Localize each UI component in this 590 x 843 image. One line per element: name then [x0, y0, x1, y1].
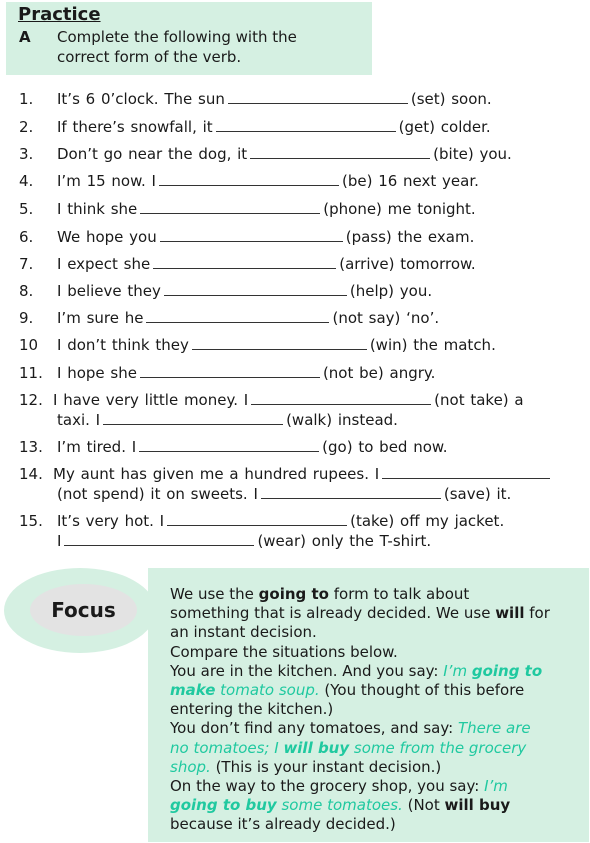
exercise-text: It’s very hot. I: [57, 512, 165, 530]
verb-hint: (help) you.: [349, 282, 433, 300]
exercise-text: I don’t think they: [57, 336, 189, 354]
exercise-line: [57, 484, 511, 504]
exercise-line: [57, 281, 432, 301]
exercise-number: 14.: [19, 465, 43, 483]
focus-segment: going to: [258, 585, 329, 603]
exercise-number: 1.: [19, 90, 34, 108]
exercise-number: 9.: [19, 309, 34, 327]
exercise-text: I have very little money. I: [53, 391, 249, 409]
verb-hint: (walk) instead.: [286, 410, 398, 429]
focus-segment: entering the kitchen.): [170, 700, 334, 719]
focus-line: [170, 681, 580, 700]
exercise-number: 6.: [19, 228, 34, 246]
exercise-text: We hope you: [57, 228, 157, 246]
exercise-text: taxi. I: [57, 410, 101, 429]
answer-blank[interactable]: [140, 363, 320, 378]
verb-hint: (bite) you.: [433, 145, 512, 163]
answer-blank[interactable]: [139, 437, 319, 452]
exercise-line: [53, 464, 553, 484]
answer-blank[interactable]: [159, 171, 339, 186]
answer-blank[interactable]: [251, 390, 431, 405]
exercise-text: If there’s snowfall, it: [57, 118, 213, 136]
focus-line: [170, 758, 580, 777]
answer-blank[interactable]: [160, 227, 343, 242]
verb-hint: (go) to bed now.: [322, 438, 448, 456]
focus-line: [170, 796, 580, 815]
focus-segment: There are: [457, 719, 531, 738]
answer-blank[interactable]: [228, 89, 408, 104]
exercise-number: 12.: [19, 391, 43, 409]
exercise-number: 10: [19, 336, 39, 354]
answer-blank[interactable]: [164, 281, 347, 296]
exercise-line: [57, 144, 512, 164]
answer-blank[interactable]: [146, 308, 329, 323]
verb-hint: (save) it.: [443, 484, 512, 503]
focus-line: [170, 604, 580, 623]
instruction-line: Complete the following with the: [57, 28, 297, 46]
focus-segment: (Not: [402, 796, 445, 815]
exercise-line: [57, 117, 491, 137]
verb-hint: (take) off my jacket.: [350, 512, 505, 530]
answer-blank[interactable]: [216, 117, 396, 132]
focus-line: [170, 643, 580, 662]
focus-segment: because it’s already decided.): [170, 815, 396, 834]
exercise-line: [57, 335, 496, 355]
exercise-number: 5.: [19, 200, 34, 218]
focus-segment: form to talk about: [328, 585, 470, 603]
exercise-number: 11.: [19, 364, 43, 382]
verb-hint: (wear) only the T-shirt.: [257, 531, 432, 550]
verb-hint: (set) soon.: [410, 90, 492, 108]
exercise-text: I think she: [57, 200, 138, 218]
exercise-line: [57, 308, 439, 328]
exercise-number: 2.: [19, 118, 34, 136]
focus-segment: an instant decision.: [170, 623, 317, 642]
verb-hint: (arrive) tomorrow.: [339, 255, 476, 273]
answer-blank[interactable]: [103, 410, 283, 425]
focus-segment: something that is already decided. We use: [170, 604, 496, 623]
exercise-number: 7.: [19, 255, 34, 273]
verb-hint: (not take) a: [434, 391, 524, 409]
focus-line: [170, 700, 580, 719]
focus-line: [170, 662, 580, 681]
answer-blank[interactable]: [250, 144, 430, 159]
focus-segment: I’m: [484, 777, 508, 796]
focus-text: [170, 585, 580, 835]
answer-blank[interactable]: [192, 335, 367, 350]
instruction-line: correct form of the verb.: [57, 48, 242, 66]
focus-line: [170, 777, 580, 796]
exercise-text: (not spend) it on sweets. I: [57, 484, 258, 503]
exercise-line: [57, 254, 476, 274]
focus-segment: You don’t find any tomatoes, and say:: [170, 719, 458, 738]
exercise-number: 3.: [19, 145, 34, 163]
exercise-line: [57, 227, 474, 247]
exercise-text: I’m 15 now. I: [57, 172, 156, 190]
exercise-line: [57, 511, 504, 531]
exercise-line: [53, 390, 524, 410]
exercise-line: [57, 199, 476, 219]
exercise-number: 15.: [19, 512, 43, 530]
exercise-text: I expect she: [57, 255, 151, 273]
focus-segment: will: [495, 604, 525, 623]
exercise-text: My aunt has given me a hundred rupees. I: [53, 465, 380, 483]
focus-segment: We use the: [170, 585, 259, 603]
answer-blank[interactable]: [64, 531, 254, 546]
focus-segment: shop.: [170, 757, 211, 776]
exercise-line: [57, 171, 479, 191]
answer-blank[interactable]: [167, 511, 347, 526]
exercise-text: I: [57, 531, 62, 550]
verb-hint: (pass) the exam.: [345, 228, 475, 246]
verb-hint: (be) 16 next year.: [341, 172, 479, 190]
verb-hint: (phone) me tonight.: [323, 200, 476, 218]
focus-segment: will buy: [444, 796, 511, 815]
exercise-line: [57, 437, 448, 457]
verb-hint: (get) colder.: [398, 118, 491, 136]
focus-segment: You are in the kitchen. And you say:: [170, 661, 444, 680]
instruction: [57, 27, 357, 67]
focus-segment: no tomatoes; I: [170, 738, 284, 757]
focus-line: [170, 719, 580, 738]
focus-segment: going to buy: [170, 796, 277, 815]
focus-segment: some tomatoes.: [276, 796, 403, 815]
answer-blank[interactable]: [140, 199, 320, 214]
exercise-text: I’m sure he: [57, 309, 144, 327]
exercise-text: I’m tired. I: [57, 438, 137, 456]
section-letter: A: [19, 28, 31, 46]
exercise-line: [57, 410, 398, 430]
focus-segment: going to: [471, 661, 543, 680]
verb-hint: (not be) angry.: [322, 364, 436, 382]
exercise-line: [57, 89, 492, 109]
answer-blank[interactable]: [261, 484, 441, 499]
exercise-number: 8.: [19, 282, 34, 300]
focus-segment: (You thought of this before: [319, 681, 525, 700]
exercise-number: 4.: [19, 172, 34, 190]
answer-blank[interactable]: [153, 254, 336, 269]
verb-hint: (not say) ‘no’.: [332, 309, 440, 327]
focus-segment: On the way to the grocery shop, you say:: [170, 777, 485, 796]
focus-segment: will buy: [283, 738, 350, 757]
focus-segment: Compare the situations below.: [170, 642, 398, 661]
focus-segment: (This is your instant decision.): [210, 757, 442, 776]
focus-segment: I’m: [443, 661, 472, 680]
focus-label: Focus: [30, 584, 137, 636]
exercise-line: [57, 363, 435, 383]
focus-line: [170, 585, 580, 604]
exercise-text: I hope she: [57, 364, 137, 382]
focus-line: [170, 815, 580, 834]
verb-hint: (win) the match.: [369, 336, 496, 354]
focus-segment: some from the grocery: [349, 738, 527, 757]
focus-segment: for: [524, 604, 550, 623]
focus-line: [170, 623, 580, 642]
focus-segment: tomato soup.: [215, 681, 320, 700]
exercise-text: It’s 6 0’clock. The sun: [57, 90, 225, 108]
focus-segment: make: [170, 681, 216, 700]
exercise-line: [57, 531, 431, 551]
practice-title: Practice: [18, 4, 101, 25]
answer-blank[interactable]: [382, 464, 550, 479]
exercise-text: I believe they: [57, 282, 161, 300]
exercise-text: Don’t go near the dog, it: [57, 145, 248, 163]
focus-line: [170, 739, 580, 758]
exercise-number: 13.: [19, 438, 43, 456]
